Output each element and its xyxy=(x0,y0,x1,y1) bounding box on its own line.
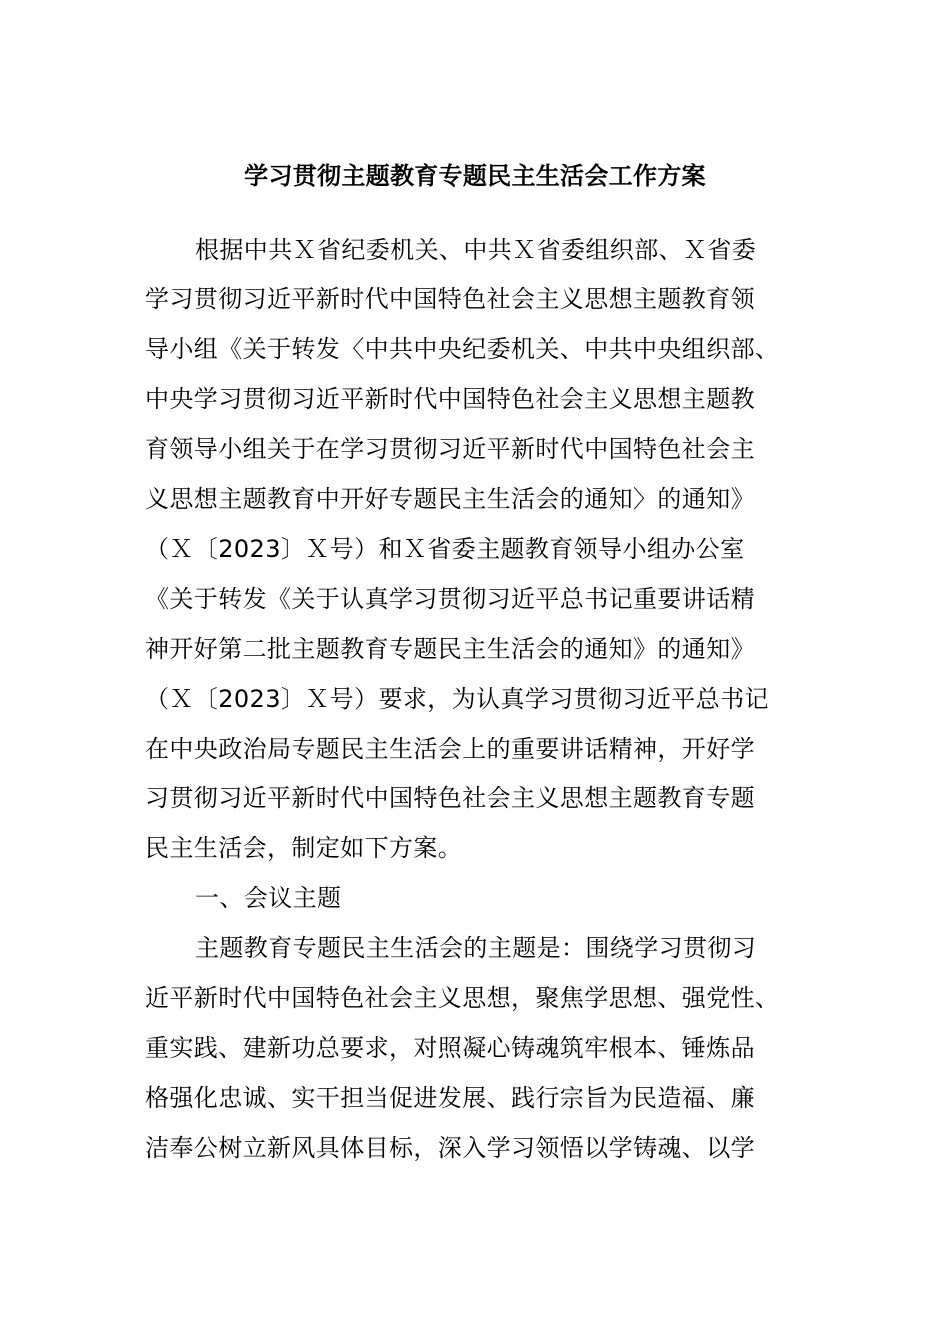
document-title: 学习贯彻主题教育专题民主生活会工作方案 xyxy=(244,162,706,190)
intro-paragraph-line: 习贯彻习近平新时代中国特色社会主义思想主题教育专题 xyxy=(145,784,755,812)
intro-paragraph-line: 学习贯彻习近平新时代中国特色社会主义思想主题教育领 xyxy=(145,285,755,313)
intro-paragraph-line: （Ｘ〔2023〕Ｘ号）要求，为认真学习贯彻习近平总书记 xyxy=(145,685,769,713)
intro-paragraph-line: 民主生活会，制定如下方案。 xyxy=(145,834,463,862)
intro-paragraph-line: 神开好第二批主题教育专题民主生活会的通知》的通知》 xyxy=(145,635,755,663)
intro-paragraph-line: 《关于转发《关于认真学习贯彻习近平总书记重要讲话精 xyxy=(145,585,755,613)
intro-paragraph-line: （Ｘ〔2023〕Ｘ号）和Ｘ省委主题教育领导小组办公室 xyxy=(145,535,745,563)
section-paragraph-line: 重实践、建新功总要求，对照凝心铸魂筑牢根本、锤炼品 xyxy=(145,1034,755,1062)
intro-paragraph-line: 导小组《关于转发〈中共中央纪委机关、中共中央组织部、 xyxy=(145,335,780,363)
section-heading: 一、会议主题 xyxy=(195,884,342,912)
section-paragraph-line: 格强化忠诚、实干担当促进发展、践行宗旨为民造福、廉 xyxy=(145,1084,755,1112)
intro-paragraph-line: 中央学习贯彻习近平新时代中国特色社会主义思想主题教 xyxy=(145,385,755,413)
intro-paragraph-line: 义思想主题教育中开好专题民主生活会的通知〉的通知》 xyxy=(145,485,755,513)
section-paragraph-line: 洁奉公树立新风具体目标，深入学习领悟以学铸魂、以学 xyxy=(145,1134,755,1162)
intro-paragraph-line: 根据中共Ｘ省纪委机关、中共Ｘ省委组织部、Ｘ省委 xyxy=(195,236,757,264)
section-paragraph-line: 近平新时代中国特色社会主义思想，聚焦学思想、强党性、 xyxy=(145,984,780,1012)
intro-paragraph-line: 在中央政治局专题民主生活会上的重要讲话精神，开好学 xyxy=(145,735,755,763)
intro-paragraph-line: 育领导小组关于在学习贯彻习近平新时代中国特色社会主 xyxy=(145,435,755,463)
section-paragraph-line: 主题教育专题民主生活会的主题是：围绕学习贯彻习 xyxy=(195,934,757,962)
